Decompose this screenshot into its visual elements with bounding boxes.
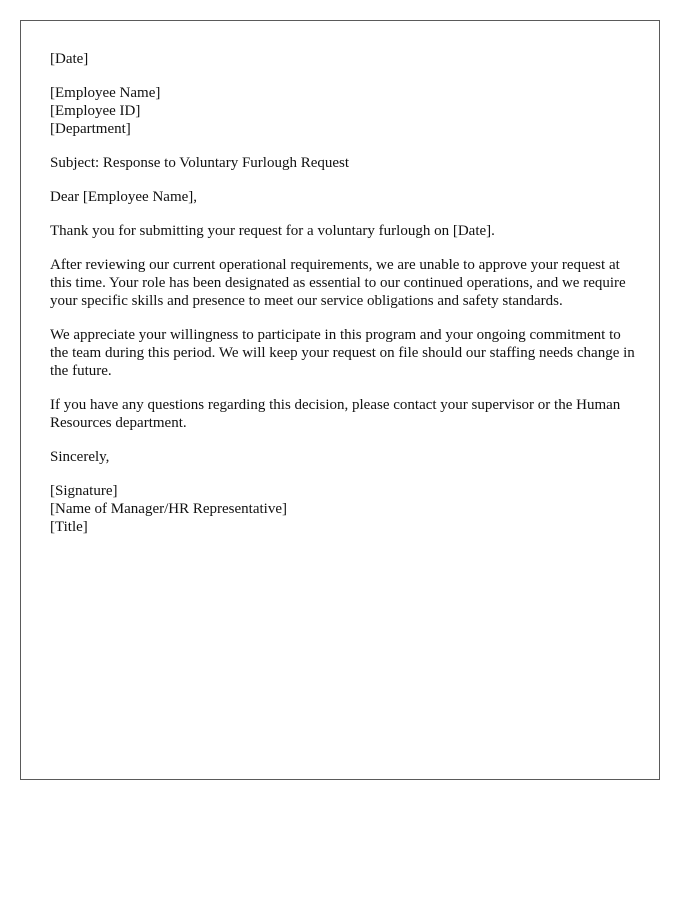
signer-title: [Title]	[50, 519, 88, 535]
closing: Sincerely,	[50, 449, 110, 465]
paragraph-appreciation: We appreciate your willingness to participate in this program and your ongoing commitment to the team during this period. We will keep your request on file should our staffing needs change in the future.	[50, 327, 635, 379]
letter-body	[50, 50, 635, 552]
signature-block	[50, 482, 635, 536]
paragraph-contact: If you have any questions regarding this decision, please contact your supervisor or the Human Resources department.	[50, 397, 621, 431]
date-block	[50, 50, 635, 68]
recipient-name: [Employee Name]	[50, 85, 161, 101]
signature-placeholder: [Signature]	[50, 483, 118, 499]
salutation: Dear [Employee Name],	[50, 189, 198, 205]
recipient-block	[50, 84, 635, 138]
paragraph-decision: After reviewing our current operational requirements, we are unable to approve your request at this time. Your role has been designated as essential to our continued operations, and we require your specific skills and presence to meet our service obligations and safety standards.	[50, 257, 626, 309]
letter-date: [Date]	[50, 51, 89, 67]
subject-line: Subject: Response to Voluntary Furlough Request	[50, 155, 350, 171]
letter-frame	[20, 20, 660, 780]
signer-name: [Name of Manager/HR Representative]	[50, 501, 287, 517]
recipient-id: [Employee ID]	[50, 103, 141, 119]
recipient-department: [Department]	[50, 121, 131, 137]
paragraph-thanks: Thank you for submitting your request for a voluntary furlough on [Date].	[50, 223, 495, 239]
